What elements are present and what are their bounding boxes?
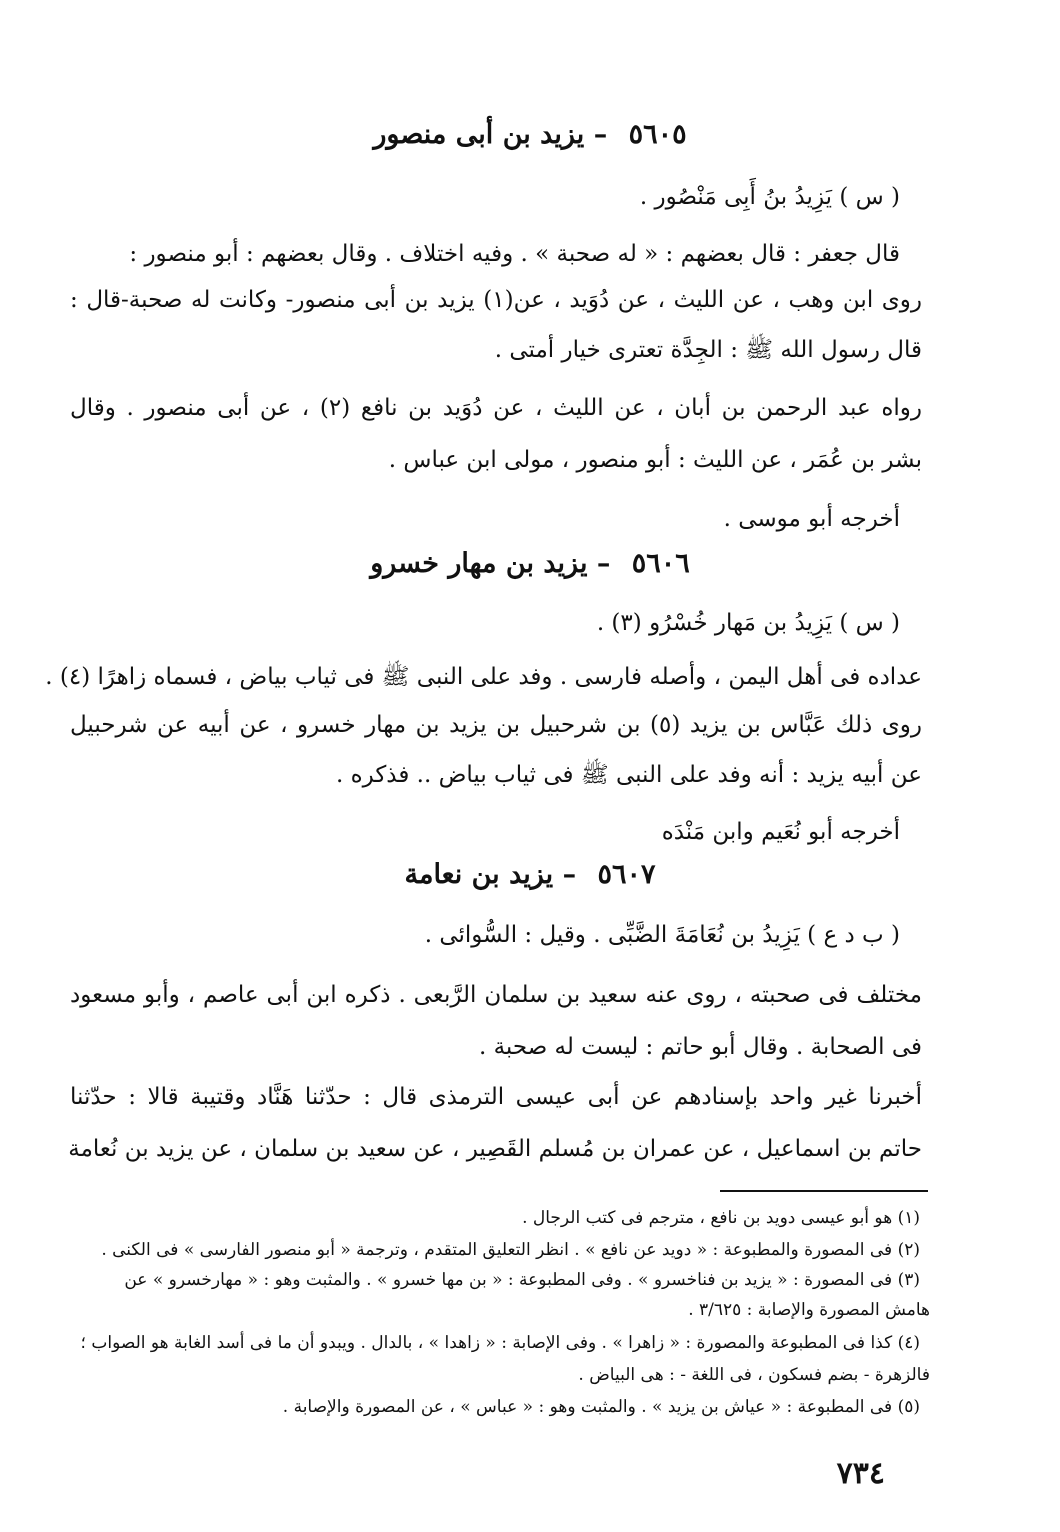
entry-number: ٥٦٠٧: [597, 859, 656, 890]
text-line: أخرجه أبو موسى .: [723, 506, 900, 532]
text-line: روى ذلك عَبَّاس بن يزيد (٥) بن شرحبيل بن يزيد بن مهار خسرو ، عن أبيه عن شرحبيل: [70, 712, 922, 738]
entry-dash: –: [593, 119, 608, 150]
text-line: حاتم بن اسماعيل ، عن عمران بن مُسلم القَصِير ، عن سعيد بن سلمان ، عن يزيد بن نُعامة: [68, 1136, 922, 1162]
text-line: رواه عبد الرحمن بن أبان ، عن الليث ، عن دُوَيد بن نافع (٢) ، عن أبى منصور . وقال: [70, 395, 922, 421]
footnote: (٥) فى المطبوعة : « عياش بن يزيد » . والمثبت وهو : « عباس » ، عن المصورة والإصابة .: [282, 1397, 920, 1417]
text-line: قال رسول الله ﷺ : الجِدَّة تعترى خيار أمتى .: [494, 337, 922, 363]
footnote: هامش المصورة والإصابة : ٣/٦٢٥ .: [688, 1300, 930, 1320]
footnote: (١) هو أبو عيسى دويد بن نافع ، مترجم فى كتب الرجال .: [522, 1208, 920, 1228]
footnote: فالزهرة - بضم فسكون ، فى اللغة - : هى البياض .: [578, 1365, 930, 1385]
text-line: بشر بن عُمَر ، عن الليث : أبو منصور ، مولى ابن عباس .: [388, 447, 922, 473]
entry-heading: [100, 858, 960, 892]
text-line: مختلف فى صحبته ، روى عنه سعيد بن سلمان الرَّبعى . ذكره ابن أبى عاصم ، وأبو مسعود: [70, 982, 922, 1008]
entry-dash: –: [562, 859, 577, 890]
entry-name: يزيد بن أبى منصور: [373, 119, 585, 150]
footnote: (٢) فى المصورة والمطبوعة : « دويد عن نافع » . انظر التعليق المتقدم ، وترجمة « أبو منصور الفارسى » فى الكنى .: [101, 1240, 920, 1260]
text-line: قال جعفر : قال بعضهم : « له صحبة » . وفيه اختلاف . وقال بعضهم : أبو منصور :: [129, 241, 900, 267]
page-number: ٧٣٤: [836, 1456, 885, 1491]
entry-name: يزيد بن نعامة: [404, 859, 554, 890]
text-line: عن أبيه يزيد : أنه وفد على النبى ﷺ فى ثياب بياض .. فذكره .: [335, 762, 922, 788]
entry-number: ٥٦٠٥: [628, 119, 687, 150]
entry-number: ٥٦٠٦: [631, 548, 690, 579]
footnote: (٤) كذا فى المطبوعة والمصورة : « زاهرا » . وفى الإصابة : « زاهدا » ، بالدال . ويبدو أن ما فى أسد الغابة هو الصواب ؛: [80, 1333, 920, 1353]
entry-name: يزيد بن مهار خسرو: [370, 548, 588, 579]
entry-heading: [100, 118, 960, 152]
text-line: أخرجه أبو نُعَيم وابن مَنْدَه: [661, 819, 900, 845]
text-line: ( س ) يَزِيدُ بنُ أَبِى مَنْصُور .: [639, 184, 900, 210]
text-line: أخبرنا غير واحد بإسنادهم عن أبى عيسى الترمذى قال : حدّثنا هَنَّاد وقتيبة قالا : حدّثنا: [70, 1084, 922, 1110]
text-line: عداده فى أهل اليمن ، وأصله فارسى . وفد على النبى ﷺ فى ثياب بياض ، فسماه زاهرًا (٤) .: [45, 664, 922, 690]
text-line: ( ب د ع ) يَزِيدُ بن نُعَامَةَ الضَّبِّى . وقيل : السُّوائى .: [424, 922, 900, 948]
entry-dash: –: [596, 548, 611, 579]
entry-heading: [100, 547, 960, 581]
text-line: روى ابن وهب ، عن الليث ، عن دُوَيد ، عن(١) يزيد بن أبى منصور- وكانت له صحبة-قال :: [70, 287, 922, 313]
footnote: (٣) فى المصورة : « يزيد بن فناخسرو » . وفى المطبوعة : « بن مها خسرو » . والمثبت وهو : « مهارخسرو » عن: [124, 1270, 920, 1290]
text-line: ( س ) يَزِيدُ بن مَهار خُسْرُو (٣) .: [596, 610, 900, 636]
footnote-divider: [720, 1190, 928, 1192]
text-line: فى الصحابة . وقال أبو حاتم : ليست له صحبة .: [478, 1034, 922, 1060]
